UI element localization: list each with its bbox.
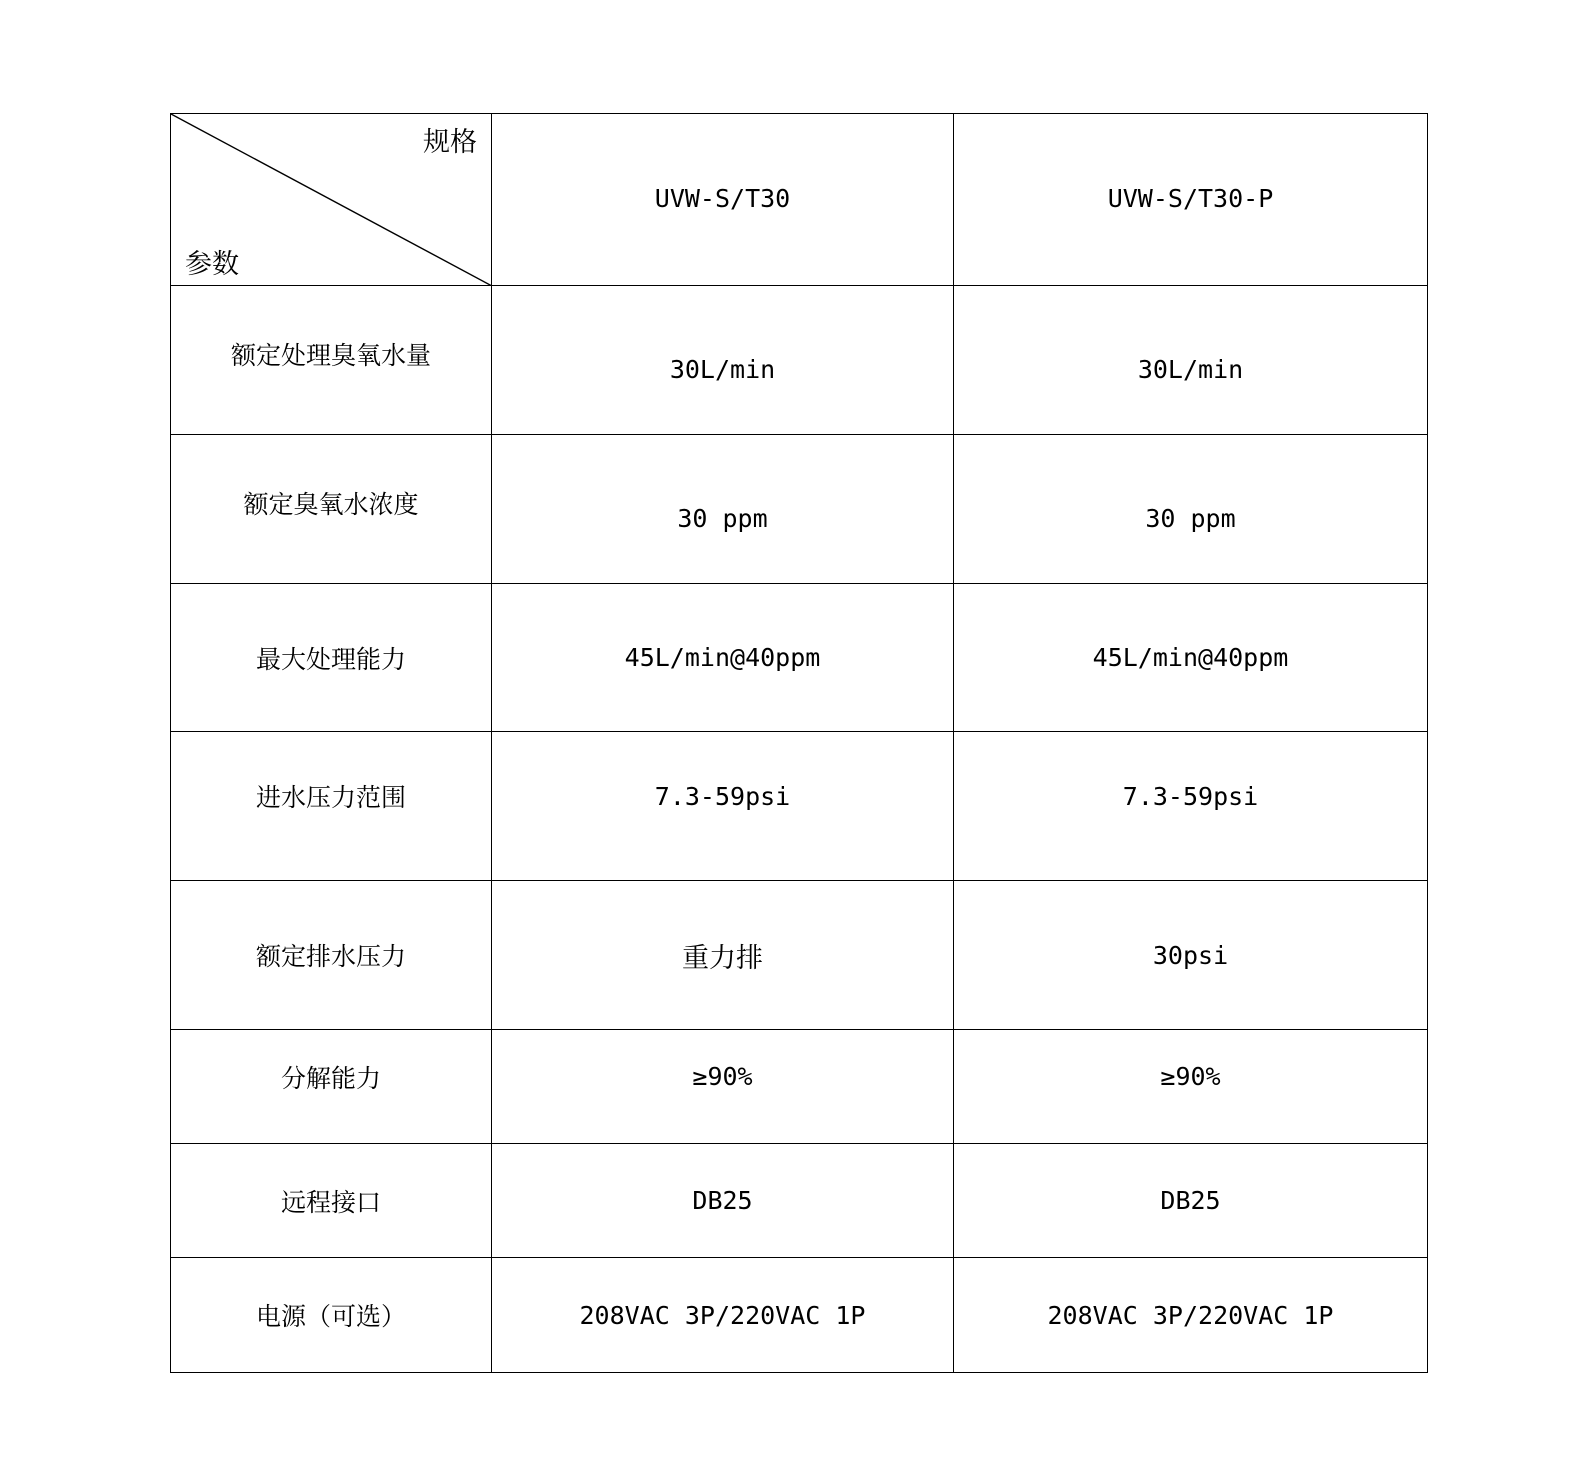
param-cell: 分解能力 [171,1030,492,1144]
table-row [171,1144,1428,1258]
table-header-row [171,114,1428,286]
param-cell: 远程接口 [171,1144,492,1258]
model-header [492,114,954,286]
table-row [171,1030,1428,1144]
corner-cell [171,114,492,286]
table-row [171,881,1428,1030]
model-name: UVW-S/T30 [654,184,791,213]
value-cell: 208VAC 3P/220VAC 1P [954,1258,1428,1373]
value-cell: DB25 [954,1144,1428,1258]
table-row [171,732,1428,881]
spec-table [170,113,1428,1373]
value-cell: ≥90% [954,1030,1428,1144]
value-cell: DB25 [492,1144,954,1258]
value-cell: 30L/min [954,286,1428,435]
value-cell: 重力排 [492,881,954,1030]
value-cell: 45L/min@40ppm [954,584,1428,732]
param-cell: 额定排水压力 [171,881,492,1030]
value-cell: 30 ppm [954,435,1428,584]
table-row [171,584,1428,732]
table-row [171,1258,1428,1373]
corner-label-param: 参数 [185,249,239,280]
value-cell: 30psi [954,881,1428,1030]
table-row [171,286,1428,435]
corner-label-spec: 规格 [423,127,477,158]
value-cell: ≥90% [492,1030,954,1144]
table-row [171,435,1428,584]
value-cell: 45L/min@40ppm [492,584,954,732]
value-cell: 30 ppm [492,435,954,584]
param-cell: 额定臭氧水浓度 [171,435,492,584]
param-cell: 进水压力范围 [171,732,492,881]
value-cell: 7.3-59psi [954,732,1428,881]
param-cell: 最大处理能力 [171,584,492,732]
value-cell: 30L/min [492,286,954,435]
param-cell: 电源（可选） [171,1258,492,1373]
value-cell: 7.3-59psi [492,732,954,881]
param-cell: 额定处理臭氧水量 [171,286,492,435]
model-header [954,114,1428,286]
model-name: UVW-S/T30-P [1107,184,1274,213]
value-cell: 208VAC 3P/220VAC 1P [492,1258,954,1373]
